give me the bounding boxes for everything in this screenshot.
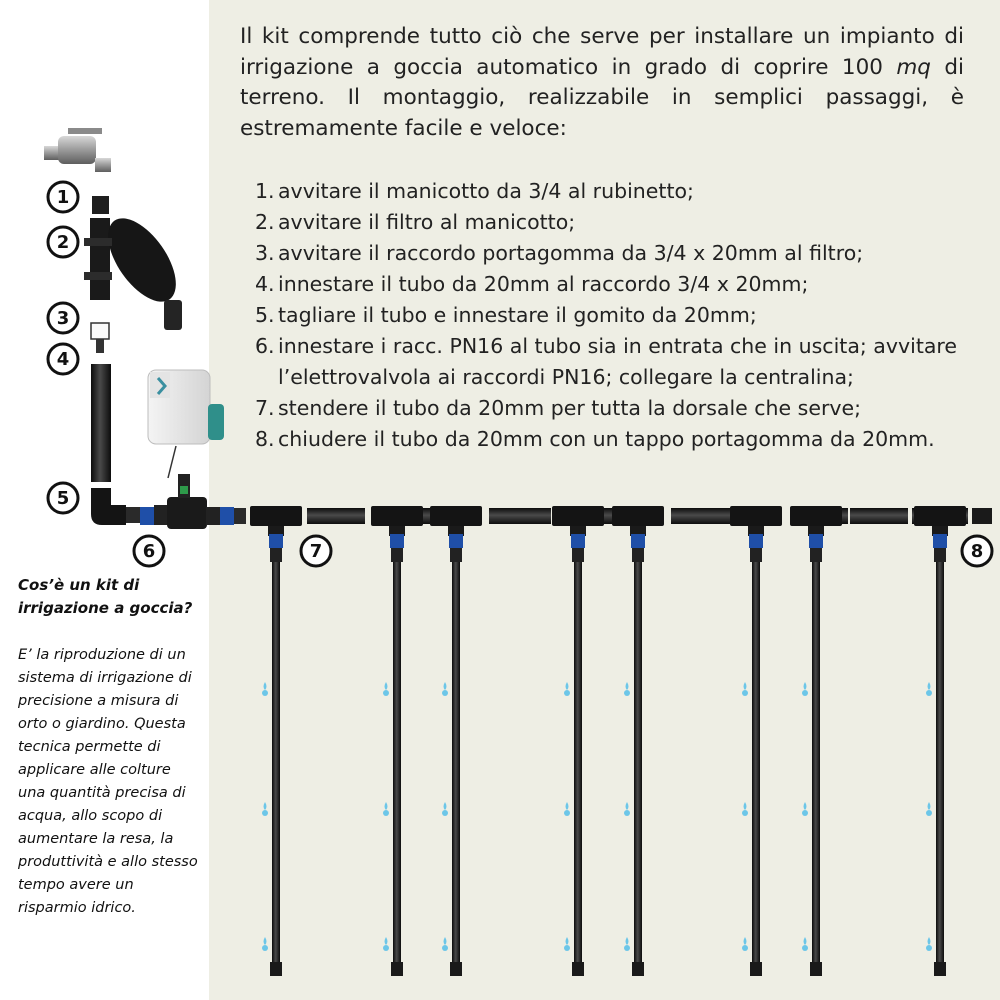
- droplet-shape: [444, 802, 447, 810]
- tee-fitting: [914, 506, 966, 526]
- step-badge-7: [301, 536, 331, 566]
- step-text: stendere il tubo da 20mm per tutta la dorsale che serve;: [278, 396, 862, 420]
- droplet-icon: [564, 802, 570, 816]
- tee-fitting: [250, 506, 302, 526]
- tee-fitting: [612, 506, 664, 526]
- step-text: avvitare il raccordo portagomma da 3/4 x 20mm al filtro;: [278, 241, 864, 265]
- droplet-icon: [442, 802, 448, 816]
- drip-line-cap: [572, 962, 584, 976]
- sidebar-answer: E’ la riproduzione di un sistema di irrigazione di precisione a misura di orto o giardino. Questa tecnica permette di applicare alle colture una quantità precisa di acqua, allo scopo di aumentare la resa, la produttività e allo stesso tempo avere un risparmio idrico.: [18, 647, 198, 916]
- step-badge-3: [48, 303, 78, 333]
- droplet-shape: [444, 682, 447, 690]
- main-pipe-segment: [850, 508, 908, 524]
- blue-connector: [390, 534, 404, 548]
- droplet-icon: [262, 802, 268, 816]
- elbow-fitting: [91, 488, 126, 525]
- intro-text-part1: Il kit comprende tutto ciò che serve per installare un impianto di irrigazione a goccia automatico in grado di coprire 100: [240, 24, 964, 80]
- blue-connector: [571, 534, 585, 548]
- drip-line-cap: [810, 962, 822, 976]
- step-text: avvitare il manicotto da 3/4 al rubinetto;: [278, 179, 694, 203]
- drip-adapter: [572, 548, 584, 562]
- badge-label: 3: [56, 308, 70, 329]
- badge-label: 6: [142, 541, 156, 562]
- step-number: 5.: [255, 303, 275, 327]
- drip-line-cap: [391, 962, 403, 976]
- droplet-shape: [444, 937, 447, 945]
- step-number: 8.: [255, 427, 275, 451]
- tee-fitting: [790, 506, 842, 526]
- droplet-icon: [926, 682, 932, 696]
- drip-line-cap: [450, 962, 462, 976]
- droplet-icon: [624, 937, 630, 951]
- step-text: chiudere il tubo da 20mm con un tappo portagomma da 20mm.: [278, 427, 935, 451]
- droplet-icon: [926, 802, 932, 816]
- step-text: avvitare il filtro al manicotto;: [278, 210, 576, 234]
- droplet-shape: [804, 802, 807, 810]
- droplet-shape: [742, 945, 748, 951]
- drip-line: [452, 562, 460, 966]
- droplet-icon: [383, 682, 389, 696]
- step-badge-2: [48, 227, 78, 257]
- droplet-icon: [624, 802, 630, 816]
- droplet-shape: [626, 802, 629, 810]
- droplet-shape: [385, 937, 388, 945]
- droplet-shape: [442, 945, 448, 951]
- drip-line: [936, 562, 944, 966]
- badge-label: 4: [56, 349, 70, 370]
- droplet-shape: [926, 810, 932, 816]
- badge-label: 5: [56, 488, 70, 509]
- intro-text-part2: di terreno. Il montaggio, realizzabile in semplici passaggi, è estremamente facile e veloce:: [240, 54, 964, 141]
- droplet-icon: [742, 937, 748, 951]
- step-number: 1.: [255, 179, 275, 203]
- step-text: innestare i racc. PN16 al tubo sia in entrata che in uscita; avvitare l’elettrovalvola ai raccordi PN16; collegare la centralina;: [278, 334, 958, 389]
- drip-adapter: [391, 548, 403, 562]
- droplet-icon: [262, 937, 268, 951]
- step-text: innestare il tubo da 20mm al raccordo 3/4 x 20mm;: [278, 272, 809, 296]
- droplet-icon: [383, 802, 389, 816]
- drip-line: [752, 562, 760, 966]
- step-badge-6: [134, 536, 164, 566]
- faucet-icon: [44, 128, 111, 172]
- droplet-icon: [383, 937, 389, 951]
- main-pipe-segment: [307, 508, 365, 524]
- droplet-shape: [624, 945, 630, 951]
- drip-adapter: [450, 548, 462, 562]
- badge-label: 7: [309, 541, 323, 562]
- droplet-shape: [742, 810, 748, 816]
- droplet-shape: [383, 945, 389, 951]
- droplet-shape: [442, 690, 448, 696]
- tee-fitting: [552, 506, 604, 526]
- droplet-shape: [564, 945, 570, 951]
- supply-assembly: [84, 196, 189, 525]
- sidebar-question: Cos’è un kit di irrigazione a goccia?: [18, 576, 193, 617]
- drip-line-cap: [934, 962, 946, 976]
- drip-adapter: [750, 548, 762, 562]
- step-badge-4: [48, 344, 78, 374]
- droplet-shape: [744, 937, 747, 945]
- tee-fitting: [730, 506, 782, 526]
- droplet-shape: [383, 690, 389, 696]
- droplet-shape: [926, 690, 932, 696]
- solenoid-valve-icon: [126, 474, 246, 529]
- droplet-icon: [742, 802, 748, 816]
- drip-lines: [262, 562, 946, 976]
- droplet-icon: [442, 682, 448, 696]
- droplet-shape: [928, 802, 931, 810]
- droplet-shape: [566, 682, 569, 690]
- droplet-shape: [744, 682, 747, 690]
- badge-label: 2: [56, 232, 70, 253]
- drip-line: [393, 562, 401, 966]
- coupling-sleeve: [92, 196, 109, 214]
- blue-connector: [749, 534, 763, 548]
- droplet-icon: [262, 682, 268, 696]
- droplet-shape: [383, 810, 389, 816]
- droplet-shape: [928, 937, 931, 945]
- droplet-shape: [264, 802, 267, 810]
- drip-adapter: [810, 548, 822, 562]
- step-badge-8: [962, 536, 992, 566]
- droplet-shape: [626, 682, 629, 690]
- droplet-shape: [804, 682, 807, 690]
- controller-icon: [148, 370, 224, 478]
- droplet-shape: [802, 810, 808, 816]
- droplet-shape: [926, 945, 932, 951]
- drip-line: [812, 562, 820, 966]
- droplet-shape: [802, 690, 808, 696]
- filter-icon: [84, 207, 189, 330]
- droplet-shape: [624, 690, 630, 696]
- main-pipe-segment: [671, 508, 733, 524]
- droplet-icon: [802, 937, 808, 951]
- droplet-shape: [262, 810, 268, 816]
- hose-adapter: [91, 323, 109, 339]
- droplet-shape: [804, 937, 807, 945]
- step-text: tagliare il tubo e innestare il gomito da 20mm;: [278, 303, 757, 327]
- intro-unit: mq: [896, 54, 931, 80]
- droplet-shape: [442, 810, 448, 816]
- drip-line-cap: [750, 962, 762, 976]
- droplet-shape: [264, 682, 267, 690]
- blue-connector: [631, 534, 645, 548]
- badge-label: 1: [56, 187, 70, 208]
- droplet-shape: [626, 937, 629, 945]
- droplet-icon: [802, 802, 808, 816]
- main-line: [250, 506, 968, 562]
- hose-adapter-barb: [96, 339, 104, 353]
- droplet-shape: [385, 802, 388, 810]
- drip-line: [634, 562, 642, 966]
- step-number: 2.: [255, 210, 275, 234]
- supply-pipe: [91, 364, 111, 482]
- droplet-shape: [262, 690, 268, 696]
- end-cap: [972, 508, 992, 524]
- droplet-shape: [928, 682, 931, 690]
- drip-adapter: [934, 548, 946, 562]
- step-number: 3.: [255, 241, 275, 265]
- droplet-icon: [564, 937, 570, 951]
- step-number: 4.: [255, 272, 275, 296]
- tee-fitting: [371, 506, 423, 526]
- main-pipe-segment: [489, 508, 551, 524]
- droplet-shape: [744, 802, 747, 810]
- drip-line-cap: [632, 962, 644, 976]
- droplet-icon: [624, 682, 630, 696]
- step-badge-1: [48, 182, 78, 212]
- drip-line: [272, 562, 280, 966]
- droplet-shape: [264, 937, 267, 945]
- droplet-icon: [742, 682, 748, 696]
- droplet-shape: [742, 690, 748, 696]
- tee-fitting: [430, 506, 482, 526]
- droplet-icon: [442, 937, 448, 951]
- droplet-icon: [926, 937, 932, 951]
- blue-connector: [809, 534, 823, 548]
- droplet-shape: [385, 682, 388, 690]
- drip-line-cap: [270, 962, 282, 976]
- blue-connector: [449, 534, 463, 548]
- step-number: 7.: [255, 396, 275, 420]
- droplet-shape: [566, 937, 569, 945]
- droplet-shape: [564, 810, 570, 816]
- drip-line: [574, 562, 582, 966]
- drip-adapter: [270, 548, 282, 562]
- blue-connector: [269, 534, 283, 548]
- droplet-shape: [624, 810, 630, 816]
- step-number: 6.: [255, 334, 275, 358]
- droplet-shape: [566, 802, 569, 810]
- droplet-icon: [564, 682, 570, 696]
- step-badge-5: [48, 483, 78, 513]
- droplet-shape: [262, 945, 268, 951]
- droplet-shape: [802, 945, 808, 951]
- blue-connector: [933, 534, 947, 548]
- drip-adapter: [632, 548, 644, 562]
- badge-label: 8: [970, 541, 984, 562]
- droplet-shape: [564, 690, 570, 696]
- droplet-icon: [802, 682, 808, 696]
